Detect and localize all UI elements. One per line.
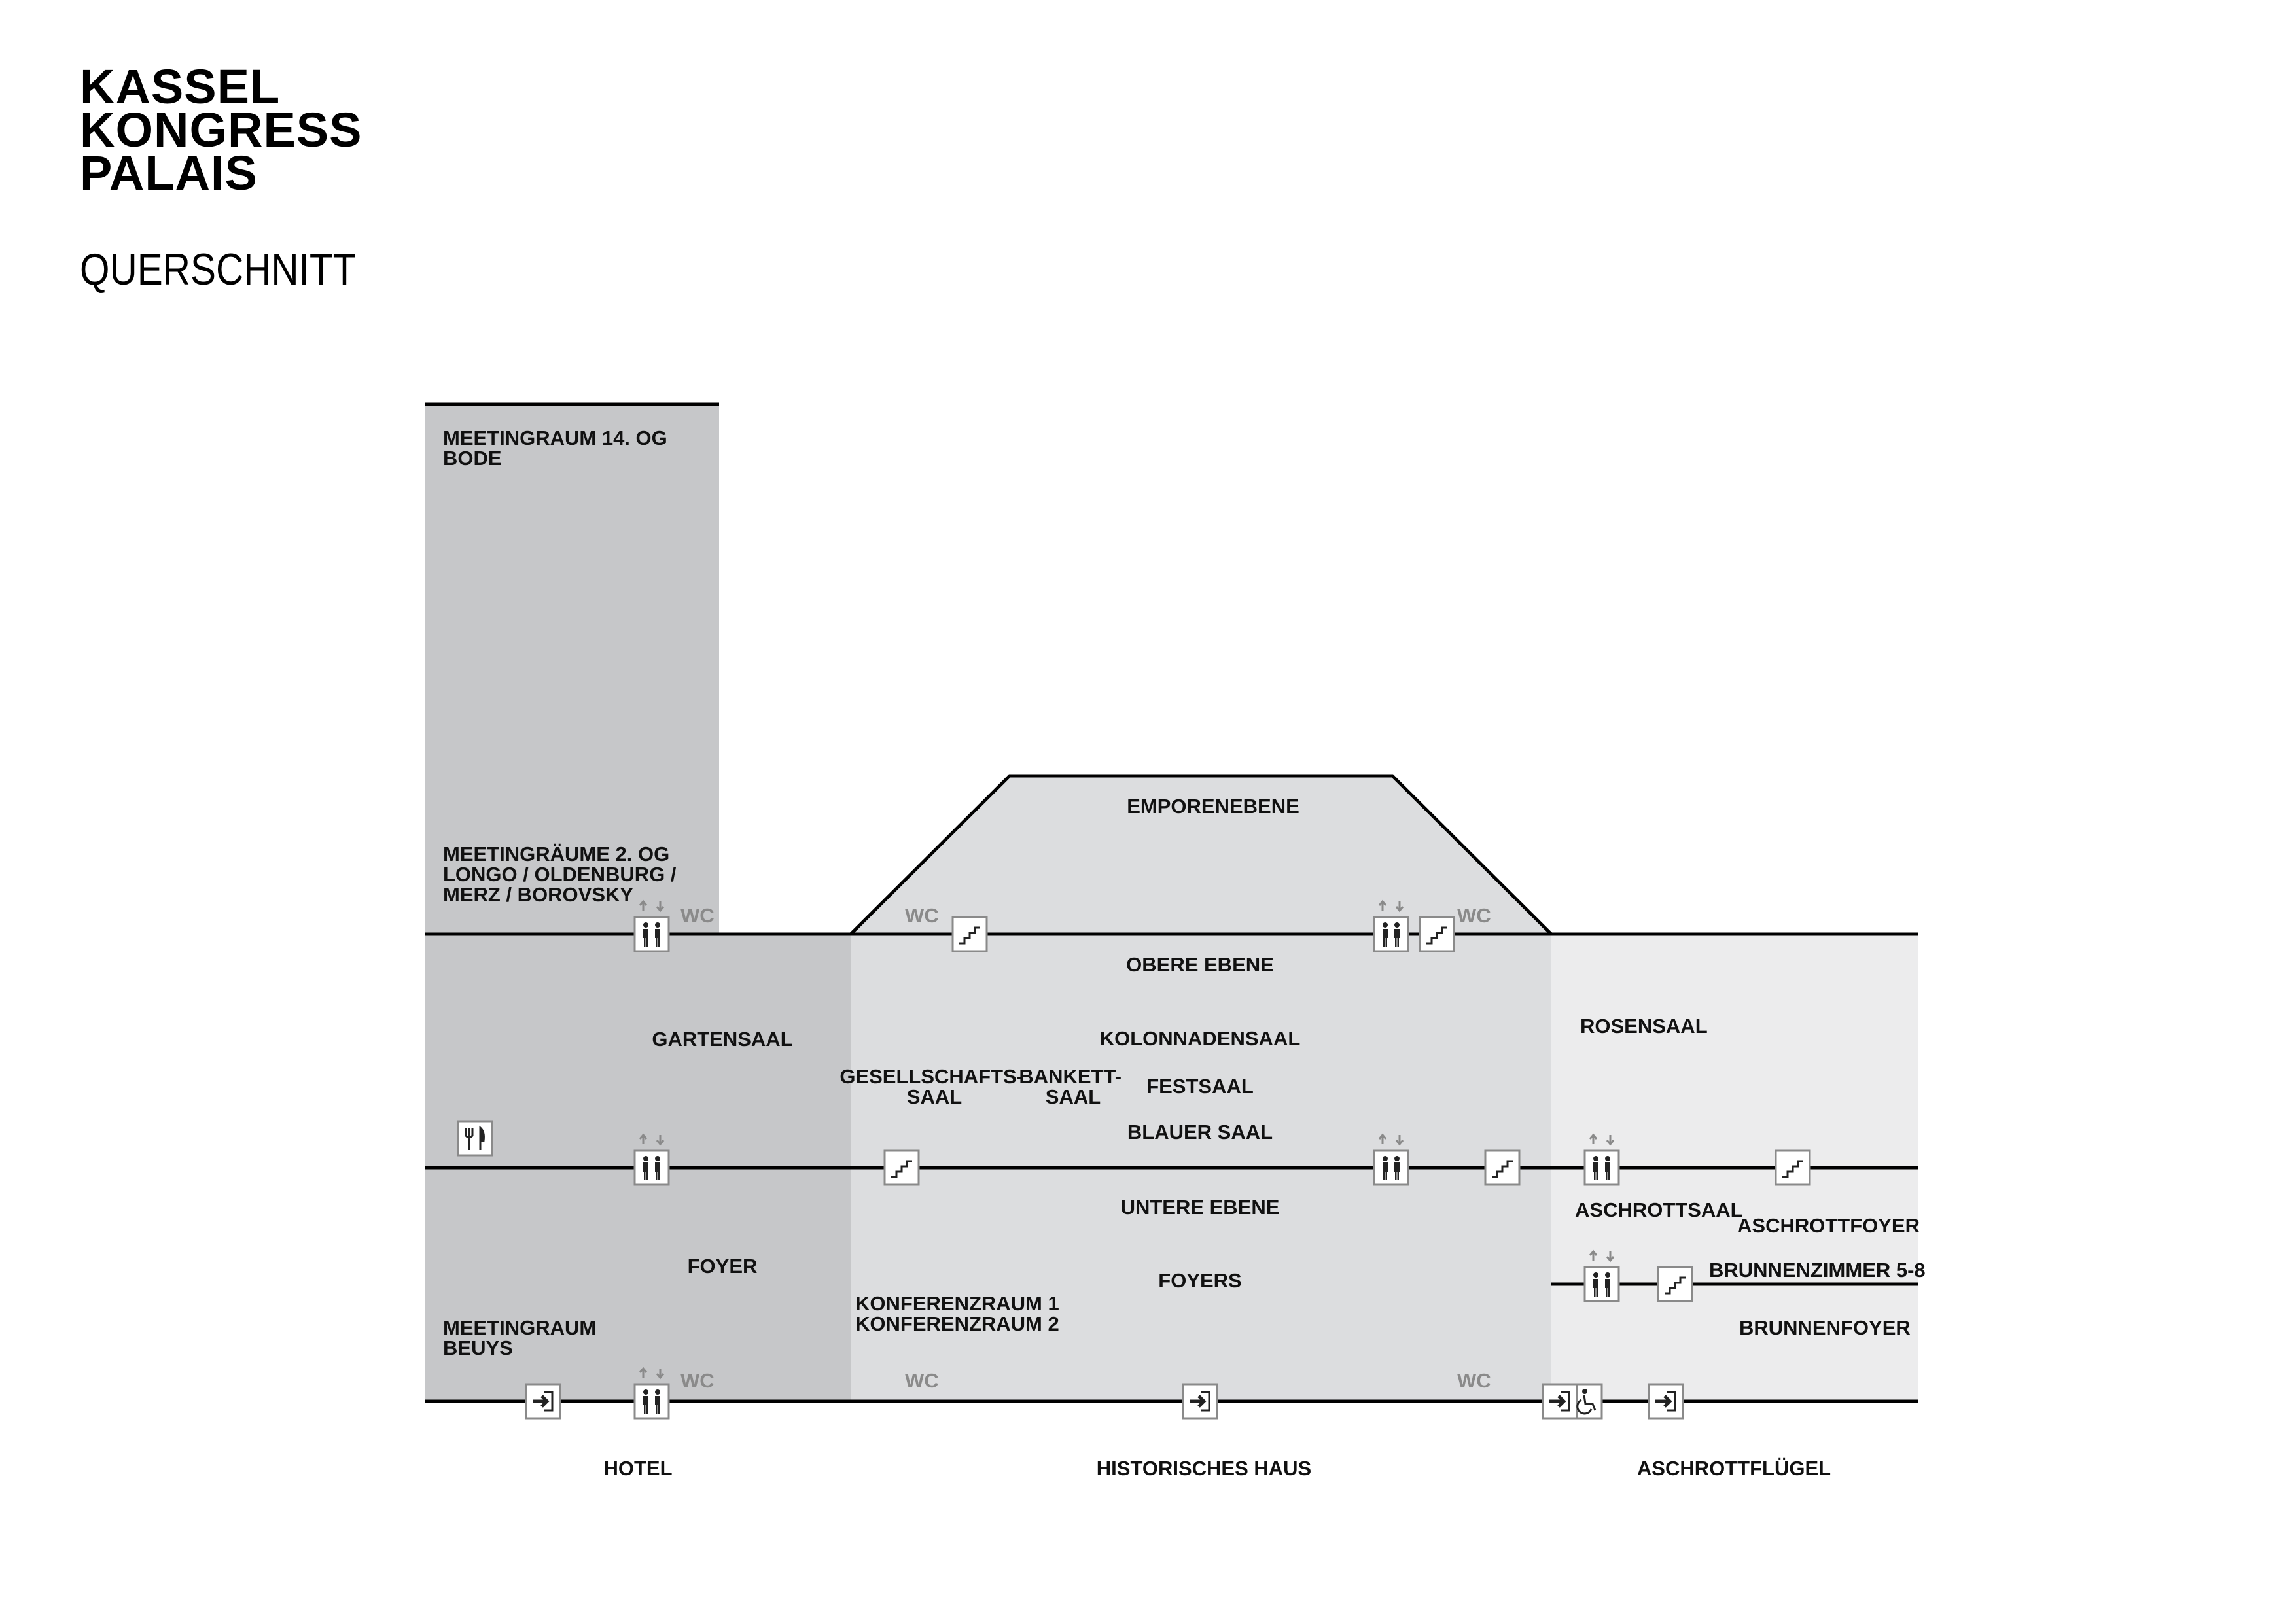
wc-historic-upper-left: WC [905,904,939,927]
brand-line-1: KASSEL [80,60,281,114]
label-gesellschaftssaal: GESELLSCHAFTS- SAAL [839,1065,1024,1108]
label-aschrottsaal: ASCHROTTSAAL [1575,1198,1743,1221]
label-foyers: FOYERS [1158,1269,1242,1292]
building-label-hotel: HOTEL [603,1457,673,1480]
label-foyer: FOYER [687,1255,758,1278]
stairs-icon [1485,1151,1519,1185]
page-subtitle: QUERSCHNITT [80,245,357,294]
brand-line-3: PALAIS [80,146,258,200]
entrance-icon [1649,1384,1683,1418]
label-emporenebene: EMPORENEBENE [1127,795,1299,818]
entrance-icon [1183,1384,1217,1418]
stairs-icon [1658,1267,1692,1301]
label-untere-ebene: UNTERE EBENE [1120,1196,1280,1219]
hotel-tower-cutout [719,404,851,934]
label-meetingraum-beuys: MEETINGRAUM BEUYS [443,1316,597,1359]
label-rosensaal: ROSENSAAL [1580,1015,1708,1038]
building-label-aschrottfluegel: ASCHROTTFLÜGEL [1636,1457,1831,1480]
brand-line-2: KONGRESS [80,103,362,157]
accessible-entrance [1543,1384,1602,1418]
stairs-icon [1776,1151,1810,1185]
label-brunnenzimmer-5-8: BRUNNENZIMMER 5-8 [1709,1259,1926,1282]
wc-historic-ground-right: WC [1457,1369,1491,1392]
label-obere-ebene: OBERE EBENE [1126,953,1274,976]
label-kolonnadensaal: KOLONNADENSAAL [1099,1027,1301,1050]
building-label-historisches-haus: HISTORISCHES HAUS [1096,1457,1312,1480]
label-konferenzraum: KONFERENZRAUM 1 KONFERENZRAUM 2 [855,1292,1059,1335]
entrance-icon [526,1384,560,1418]
label-brunnenfoyer: BRUNNENFOYER [1739,1316,1911,1339]
wc-hotel-ground: WC [680,1369,715,1392]
entrance-icon [1543,1384,1577,1418]
label-blauer-saal: BLAUER SAAL [1127,1121,1273,1143]
stairs-icon [953,917,987,951]
wc-hotel-upper: WC [680,904,715,927]
stairs-icon [885,1151,919,1185]
restaurant-icon [458,1121,492,1155]
wc-historic-upper-right: WC [1457,904,1491,927]
stairs-icon [1420,917,1454,951]
label-meetingraum-14og: MEETINGRAUM 14. OG BODE [443,427,667,470]
label-gartensaal: GARTENSAAL [652,1028,793,1051]
wc-historic-ground-left: WC [905,1369,939,1392]
label-bankettsaal: BANKETT- SAAL [1019,1065,1122,1108]
label-festsaal: FESTSAAL [1146,1075,1254,1098]
label-aschrottfoyer: ASCHROTTFOYER [1737,1214,1920,1237]
label-meetingraeume-2og: MEETINGRÄUME 2. OG LONGO / OLDENBURG / MERZ / BOROVSKY [443,843,677,906]
